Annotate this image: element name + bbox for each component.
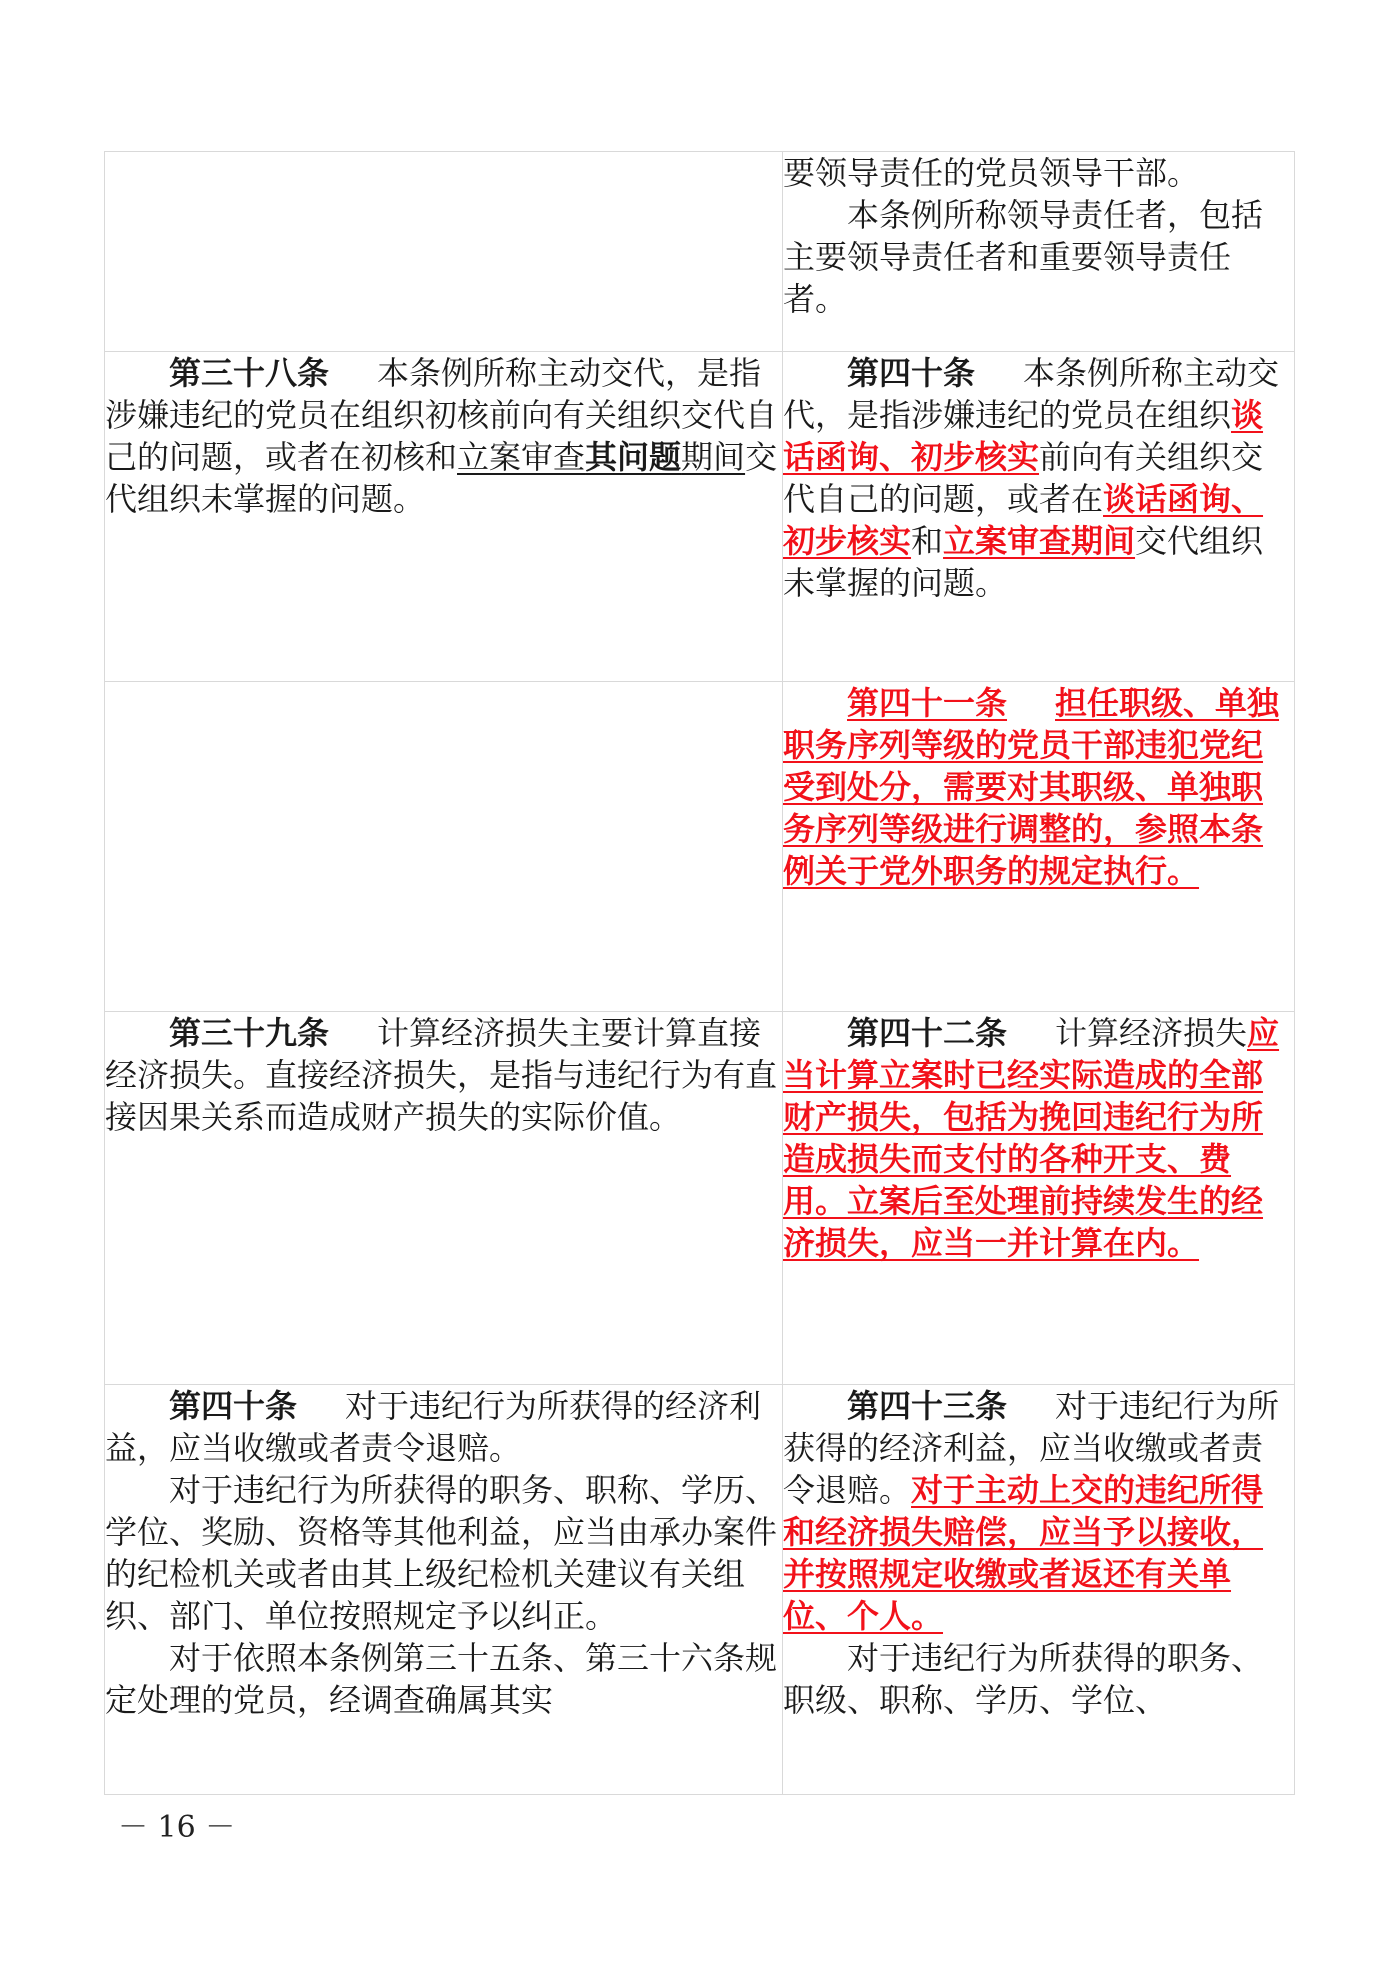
article-number: 第三十八条 [169,354,330,392]
new-text-cell [783,152,1295,352]
article-number: 第四十条 [169,1387,298,1425]
paragraph [783,1385,1294,1637]
table-row [105,1012,1295,1385]
table-row [105,682,1295,1012]
text-run: 对于违纪行为所获得的经济利益，应当收缴或者责令退赔。 [105,1387,762,1467]
text-run: 对于违纪行为所获得的职务、职称、学历、学位、奖励、资格等其他利益，应当由承办案件的纪检机关或者由其上级纪检机关建议有关组织、部门、单位按照规定予以纠正。 [105,1471,778,1635]
old-text-cell [105,1012,783,1385]
paragraph [783,194,1294,320]
revised-text: 谈话函询、初步核实 [783,396,1264,476]
old-text-cell [105,152,783,352]
revised-text: 对于主动上交的违纪所得和经济损失赔偿，应当予以接收，并按照规定收缴或者返还有关单位、个人。 [783,1471,1264,1635]
text-run: 期间 [681,438,746,476]
revised-text: 应当计算立案时已经实际造成的全部财产损失，包括为挽回违纪行为所造成损失而支付的各种开支、费用。立案后至处理前持续发生的经济损失，应当一并计算在内。 [783,1014,1280,1262]
paragraph [783,152,1294,194]
text-run: 对于依照本条例第三十五条、第三十六条规定处理的党员，经调查确属其实 [105,1639,778,1719]
paragraph [105,1469,782,1637]
paragraph [105,1637,782,1721]
paragraph [783,1012,1294,1264]
page-number: － 16 － [118,1810,236,1845]
new-text-cell [783,352,1295,682]
revised-text: 谈话函询、初步核实 [783,480,1264,560]
text-run: 本条例所称领导责任者，包括主要领导责任者和重要领导责任者。 [783,196,1264,318]
old-text-cell [105,682,783,1012]
old-text-cell [105,352,783,682]
table-row [105,1385,1295,1795]
table-row [105,152,1295,352]
text-run: 本条例所称主动交代，是指涉嫌违纪的党员在组织 [783,354,1280,434]
old-text-cell [105,1385,783,1795]
revised-text: 第四十一条 [847,684,1008,722]
article-number: 第三十九条 [169,1014,330,1052]
new-text-cell [783,1012,1295,1385]
text-run: 交代组织未掌握的问题。 [105,438,778,518]
text-run: 前向有关组织交代自己的问题，或者在 [783,438,1264,518]
revised-text: 立案审查期间 [943,522,1136,560]
text-run: 和 [911,522,944,560]
comparison-table [104,151,1295,1795]
text-run: 对于违纪行为所获得的经济利益，应当收缴或者责令退赔。 [783,1387,1280,1509]
text-run: 计算经济损失 [1055,1014,1248,1052]
paragraph [105,352,782,520]
text-run: 对于违纪行为所获得的职务、职级、职称、学历、学位、 [783,1639,1264,1719]
revised-text: 担任职级、单独职务序列等级的党员干部违犯党纪受到处分，需要对其职级、单独职务序列等级进行调整的，参照本条例关于党外职务的规定执行。 [783,684,1280,890]
article-number: 第四十二条 [847,1014,1008,1052]
table-row [105,352,1295,682]
text-run: 其问题 [585,438,682,476]
text-run: 要领导责任的党员领导干部。 [783,154,1200,192]
article-number: 第四十条 [847,354,976,392]
paragraph [105,1385,782,1469]
new-text-cell [783,1385,1295,1795]
paragraph [783,352,1294,604]
new-text-cell [783,682,1295,1012]
text-run: 本条例所称主动交代，是指涉嫌违纪的党员在组织初核前向有关组织交代自己的问题，或者在初核和 [105,354,778,476]
article-number: 第四十三条 [847,1387,1008,1425]
text-run: 计算经济损失主要计算直接经济损失。直接经济损失，是指与违纪行为有直接因果关系而造成财产损失的实际价值。 [105,1014,778,1136]
text-run: 立案审查 [457,438,586,476]
paragraph [105,1012,782,1138]
paragraph [783,1637,1294,1721]
paragraph [783,682,1294,892]
text-run: 交代组织未掌握的问题。 [783,522,1264,602]
